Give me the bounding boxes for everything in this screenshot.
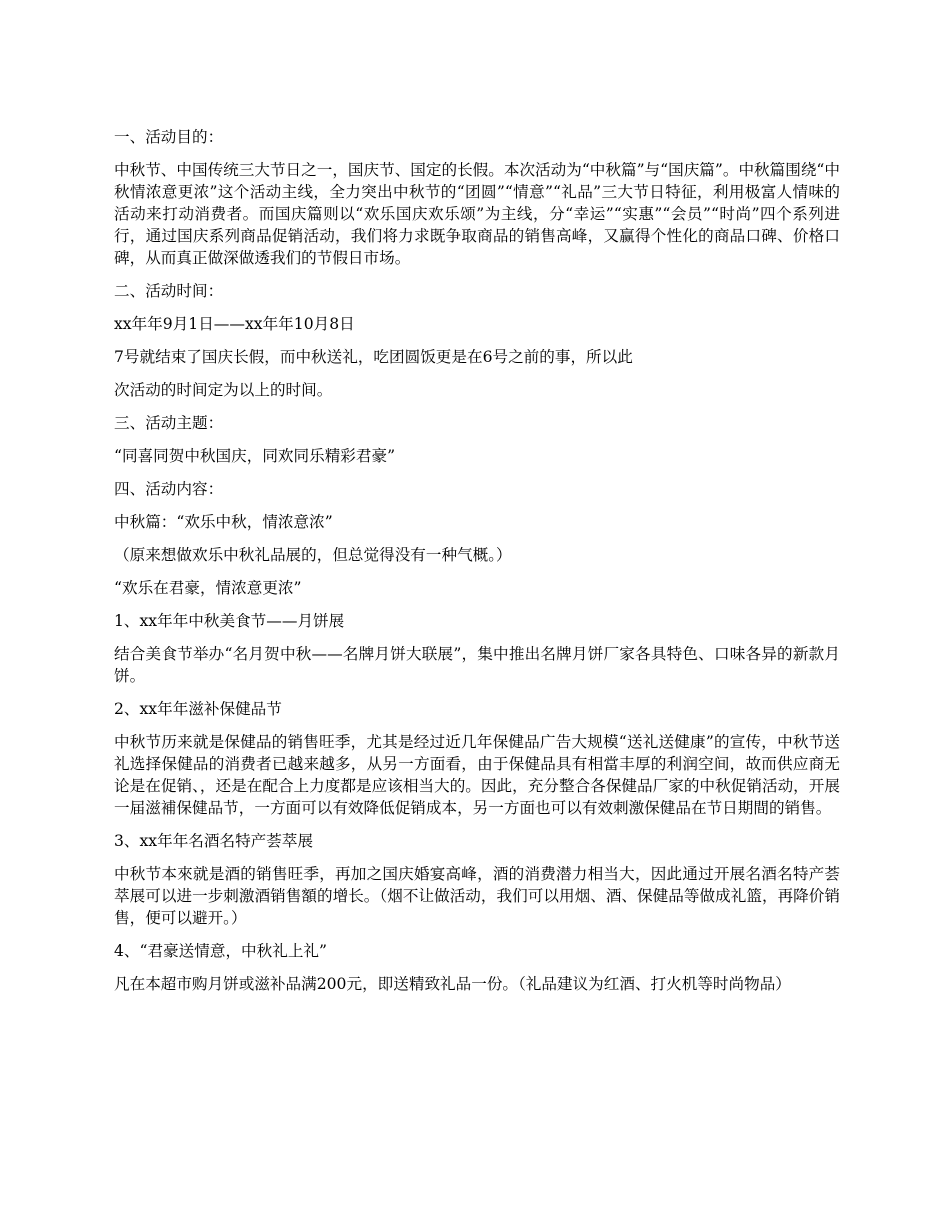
time-note-line-2: 次活动的时间定为以上的时间。	[114, 381, 333, 399]
section-heading-time: 二、活动时间：	[114, 282, 224, 300]
section-heading-content: 四、活动内容：	[114, 480, 224, 498]
item-3-text: 中秋节本來就是酒的销售旺季，再加之国庆婚宴高峰，酒的消费潜力相当大，因此通过开展名酒名特产荟萃展可以进一步刺激酒销售額的增长。（烟不让做活动，我们可以用烟、酒、保健品等做成礼篮，再降价销售，便可以避开。）	[114, 865, 840, 927]
section-heading-purpose: 一、活动目的：	[114, 128, 224, 146]
mid-autumn-title: 中秋篇：“欢乐中秋，情浓意浓”	[114, 513, 333, 531]
time-note-line-1: 7号就结束了国庆长假，而中秋送礼，吃团圆饭更是在6号之前的事，所以此	[114, 348, 633, 366]
section-heading-theme: 三、活动主题：	[114, 414, 224, 432]
item-4-heading: 4、“君豪送情意，中秋礼上礼”	[114, 942, 327, 960]
item-2-heading: 2、xx年年滋补保健品节	[114, 700, 282, 718]
item-4-text: 凡在本超市购月饼或滋补品满200元，即送精致礼品一份。（礼品建议为红酒、打火机等时尚物品）	[114, 975, 791, 993]
mid-autumn-note: （原来想做欢乐中秋礼品展的，但总觉得没有一种气概。）	[114, 546, 512, 564]
item-1-text: 结合美食节举办“名月贺中秋——名牌月饼大联展”，集中推出名牌月饼厂家各具特色、口味各异的新款月饼。	[114, 645, 840, 685]
document-body	[114, 126, 840, 1006]
purpose-text: 中秋节、中国传统三大节日之一，国庆节、国定的长假。本次活动为“中秋篇”与“国庆篇”。中秋篇围绕“中秋情浓意更浓”这个活动主线，全力突出中秋节的“团圆”“情意”“礼品”三大节日特征，利用极富人情味的活动来打动消费者。而国庆篇则以“欢乐国庆欢乐颂”为主线，分“幸运”“实惠”“会员”“时尚”四个系列进行，通过国庆系列商品促销活动，我们将力求既争取商品的销售高峰，又赢得个性化的商品口碑、价格口碑，从而真正做深做透我们的节假日市场。	[114, 161, 840, 267]
time-range: xx年年9月1日——xx年年10月8日	[114, 315, 355, 333]
mid-autumn-slogan: “欢乐在君豪，情浓意更浓”	[114, 579, 302, 597]
item-3-heading: 3、xx年年名酒名特产荟萃展	[114, 832, 314, 850]
theme-slogan: “同喜同贺中秋国庆，同欢同乐精彩君豪”	[114, 447, 396, 465]
item-2-text: 中秋节历来就是保健品的销售旺季，尤其是经过近几年保健品广告大规模“送礼送健康”的宣传，中秋节送礼选择保健品的消费者已越来越多，从另一方面看，由于保健品具有相當丰厚的利润空间，故而供应商无论是在促销、，还是在配合上力度都是应该相当大的。因此，充分整合各保健品厂家的中秋促销活动，开展一届滋補保健品节，一方面可以有效降低促销成本，另一方面也可以有效刺激保健品在节日期間的销售。	[114, 733, 840, 817]
item-1-heading: 1、xx年年中秋美食节——月饼展	[114, 612, 345, 630]
